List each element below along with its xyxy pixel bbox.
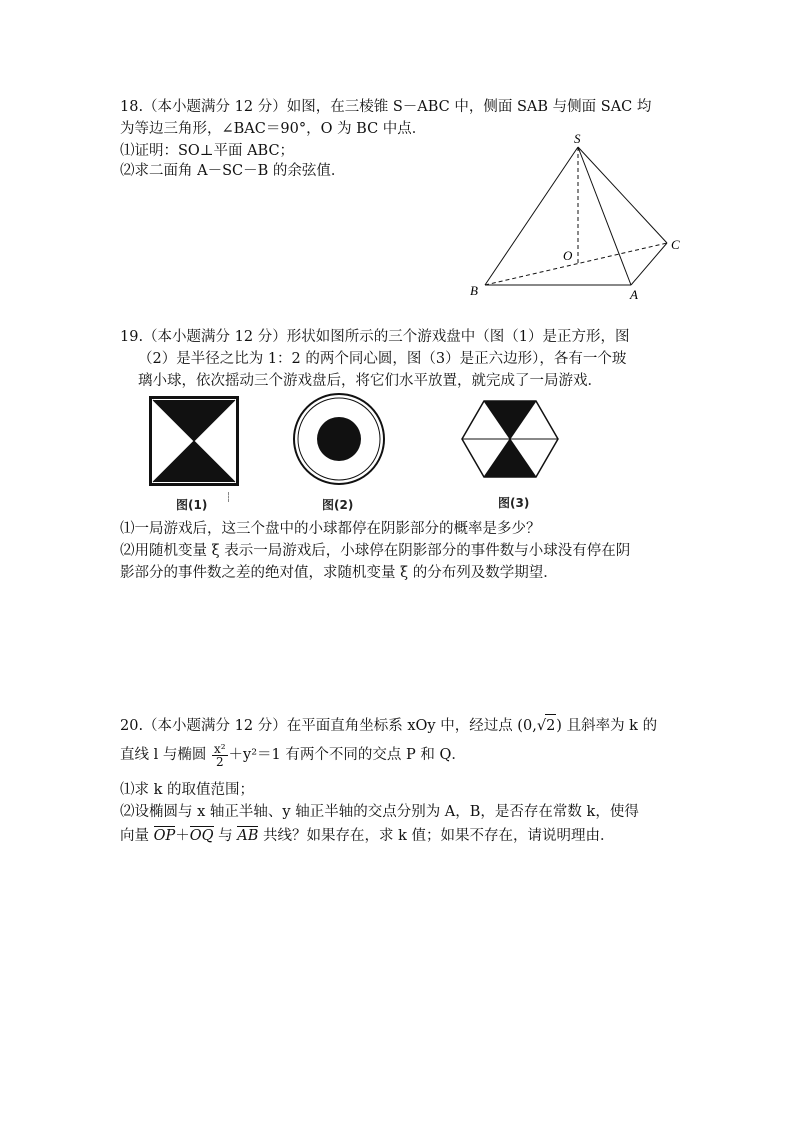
edge-sc [578, 147, 667, 243]
vector-ab: AB [237, 825, 258, 847]
vector-op: OP [154, 825, 176, 847]
q20-line-1-text-b: ) 且斜率为 k 的 [556, 718, 658, 734]
label-a: A [630, 287, 638, 302]
q20-part-2a: ⑵设椭圆与 x 轴正半轴、y 轴正半轴的交点分别为 A，B，是否存在常数 k，使得 [120, 804, 639, 820]
q18-part-1: ⑴证明：SO⊥平面 ABC； [120, 143, 295, 159]
q19-part-1: ⑴一局游戏后，这三个盘中的小球都停在阴影部分的概率是多少？ [120, 521, 541, 537]
label-c: C [671, 237, 680, 252]
fig-1-label: 图(1) [176, 498, 208, 512]
q20-part-2b-text-1: 向量 [120, 828, 149, 844]
edge-sb [485, 147, 578, 285]
ellipse-fraction [212, 743, 228, 768]
q18-part-2: ⑵求二面角 A－SC－B 的余弦值． [120, 163, 346, 179]
edge-sa [578, 147, 631, 285]
divider-mark [228, 492, 230, 502]
fig-2-label: 图(2) [322, 498, 354, 512]
pyramid-figure [0, 0, 794, 320]
game-board-hexagon [460, 395, 580, 495]
game-board-square [149, 396, 249, 496]
q18-line-1: 18.（本小题满分 12 分）如图，在三棱锥 S－ABC 中，侧面 SAB 与侧面 SAC 均 [120, 99, 652, 115]
q20-line-2-text-b: ＋y²＝1 有两个不同的交点 P 和 Q． [228, 747, 466, 763]
sqrt-value: 2 [545, 714, 556, 737]
fraction-numerator: x² [213, 741, 226, 756]
q20-part-2b-text-3: 共线？如果存在，求 k 值；如果不存在，请说明理由． [263, 828, 615, 844]
q19-part-2a: ⑵用随机变量 ξ 表示一局游戏后，小球停在阴影部分的事件数与小球没有停在阴 [120, 543, 631, 559]
edge-bc [485, 243, 667, 285]
label-s: S [574, 131, 581, 146]
label-b: B [470, 283, 478, 298]
vector-oq: OQ [190, 825, 214, 847]
q19-part-2b: 影部分的事件数之差的绝对值，求随机变量 ξ 的分布列及数学期望． [120, 565, 558, 581]
q20-part-2b-text-2: 与 [218, 828, 233, 844]
q20-line-2-text-a: 直线 l 与椭圆 [120, 747, 207, 763]
q20-line-2 [120, 740, 466, 770]
fraction-denominator: 2 [215, 754, 224, 769]
q20-line-1: 20.（本小题满分 12 分）在平面直角坐标系 xOy 中，经过点 (0,√2) 且斜率为 k 的 [120, 714, 657, 737]
q19-line-1: 19.（本小题满分 12 分）形状如图所示的三个游戏盘中（图（1）是正方形，图 [120, 329, 630, 345]
q20-part-2b [120, 825, 615, 847]
label-o: O [563, 248, 573, 263]
fig-3-label: 图(3) [498, 496, 530, 510]
edge-ac [631, 243, 667, 285]
q18-line-2: 为等边三角形，∠BAC＝90°，O 为 BC 中点． [120, 121, 427, 137]
game-board-circles [292, 392, 392, 492]
q19-line-2: （2）是半径之比为 1：2 的两个同心圆，图（3）是正六边形），各有一个玻 [138, 351, 627, 367]
plus-sign: ＋ [175, 828, 190, 844]
q20-line-1-text-a: 20.（本小题满分 12 分）在平面直角坐标系 xOy 中，经过点 (0, [120, 718, 537, 734]
q20-part-1: ⑴求 k 的取值范围； [120, 782, 255, 798]
q19-line-3: 璃小球，依次摇动三个游戏盘后，将它们水平放置，就完成了一局游戏． [138, 373, 602, 389]
